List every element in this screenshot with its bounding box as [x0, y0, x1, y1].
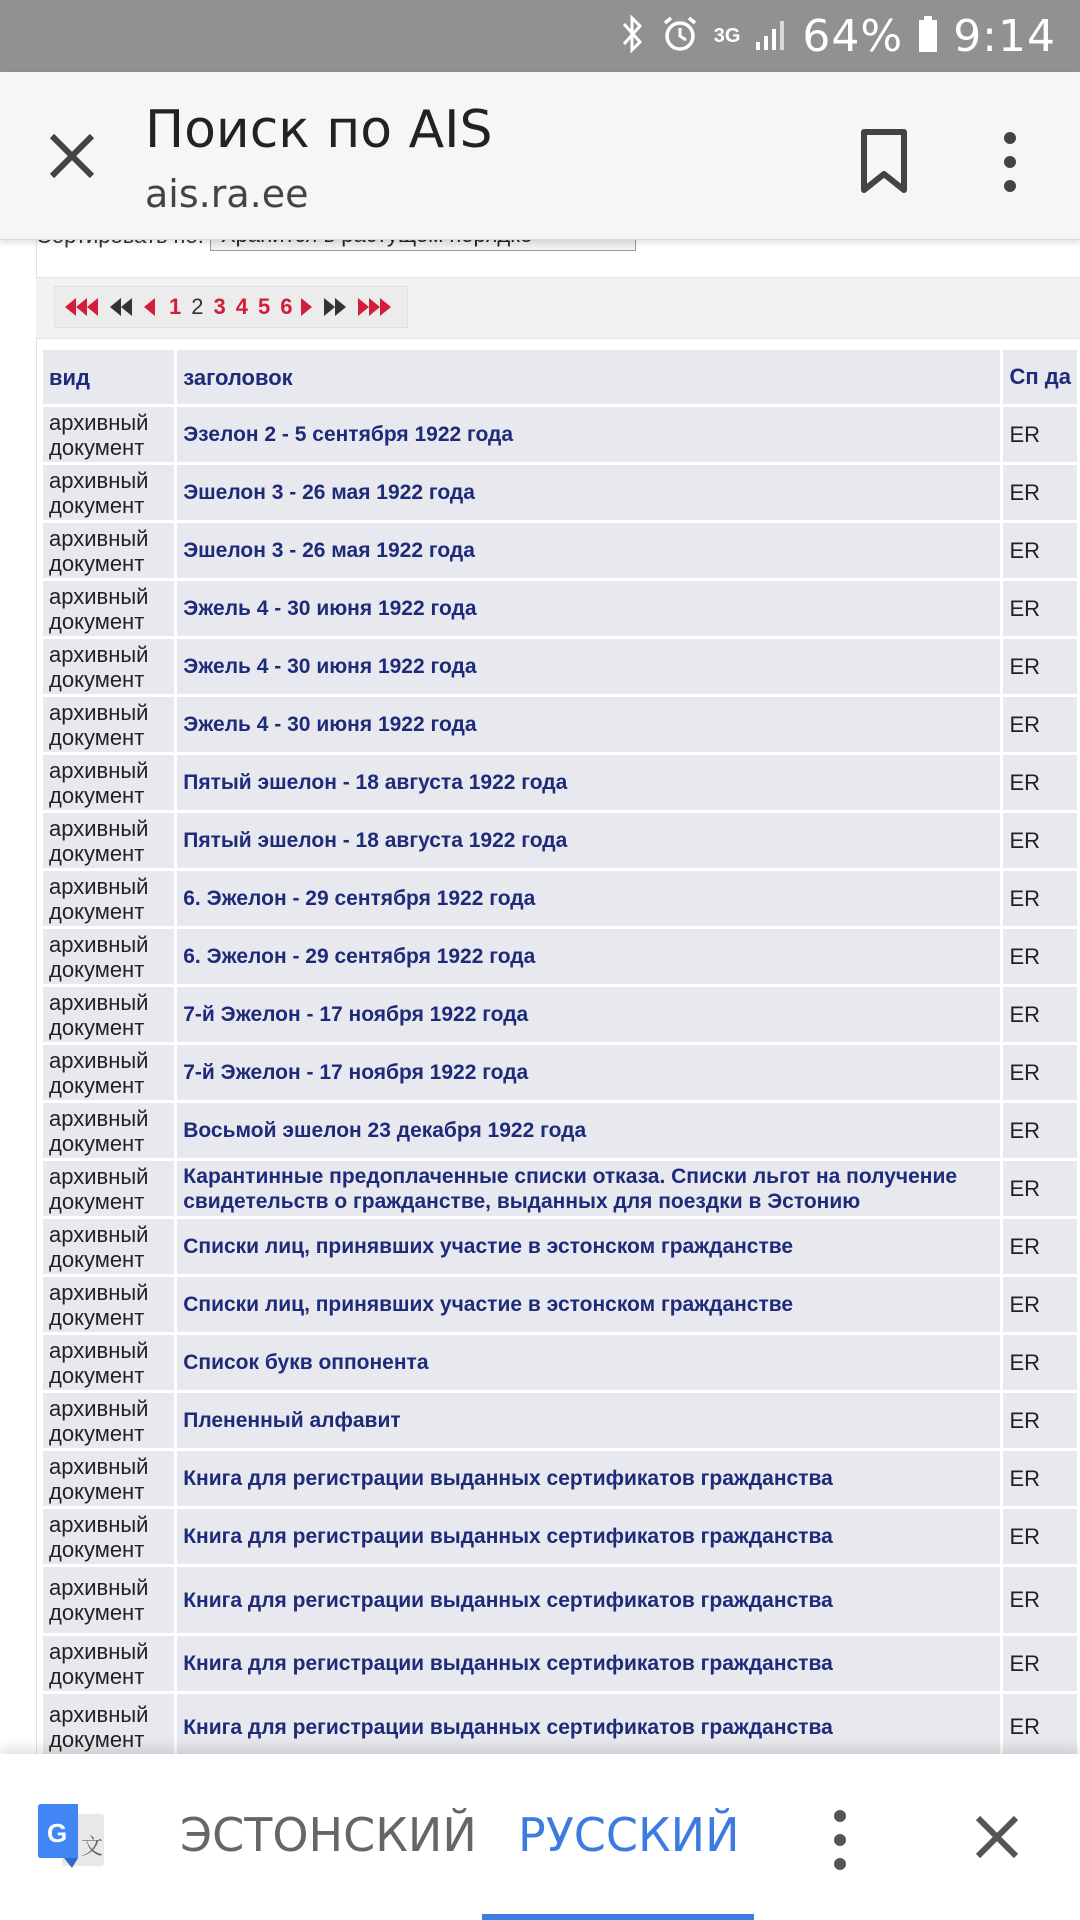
page-1-link[interactable]: 1: [169, 294, 182, 319]
cell-type: архивный документ: [43, 1393, 174, 1448]
cell-type: архивный документ: [43, 813, 174, 868]
cell-ref: ER: [1003, 813, 1077, 868]
cell-title-link[interactable]: Эжель 4 - 30 июня 1922 года: [177, 581, 1000, 636]
cell-title-link[interactable]: Книга для регистрации выданных сертификатов гражданства: [177, 1694, 1000, 1760]
cell-ref: ER: [1003, 697, 1077, 752]
cell-type: архивный документ: [43, 1694, 174, 1760]
page-border: [36, 239, 37, 1754]
table-row: [43, 639, 1077, 694]
network-type: 3G: [713, 25, 741, 47]
bluetooth-icon: [620, 14, 646, 59]
cell-title-link[interactable]: Эшелон 3 - 26 мая 1922 года: [177, 465, 1000, 520]
signal-icon: [754, 16, 788, 57]
next-page-icon[interactable]: [301, 298, 312, 316]
page-5-link[interactable]: 5: [258, 294, 271, 319]
more-vert-icon[interactable]: [990, 122, 1030, 202]
cell-ref: ER: [1003, 523, 1077, 578]
cell-ref: ER: [1003, 1451, 1077, 1506]
cell-type: архивный документ: [43, 407, 174, 462]
column-header-ref[interactable]: Сп да: [1003, 350, 1077, 404]
table-row: [43, 1451, 1077, 1506]
cell-title-link[interactable]: Списки лиц, принявших участие в эстонском гражданстве: [177, 1219, 1000, 1274]
cell-ref: ER: [1003, 1509, 1077, 1564]
cell-title-link[interactable]: Книга для регистрации выданных сертификатов гражданства: [177, 1451, 1000, 1506]
table-row: [43, 1393, 1077, 1448]
prev-page-icon[interactable]: [144, 298, 155, 316]
battery-percent: 64%: [802, 10, 904, 62]
cell-ref: ER: [1003, 1335, 1077, 1390]
cell-ref: ER: [1003, 929, 1077, 984]
table-row: [43, 813, 1077, 868]
cell-type: архивный документ: [43, 755, 174, 810]
page-url: ais.ra.ee: [145, 172, 309, 216]
google-translate-icon[interactable]: [38, 1804, 106, 1870]
battery-icon: [917, 14, 939, 59]
cell-type: архивный документ: [43, 1161, 174, 1216]
translate-bar: [0, 1754, 1080, 1920]
cell-title-link[interactable]: Книга для регистрации выданных сертификатов гражданства: [177, 1509, 1000, 1564]
pagination-bar: [36, 277, 1080, 339]
cell-type: архивный документ: [43, 1277, 174, 1332]
cell-ref: ER: [1003, 1694, 1077, 1760]
cell-ref: ER: [1003, 1103, 1077, 1158]
column-header-title[interactable]: заголовок: [177, 350, 1000, 404]
column-header-type[interactable]: вид: [43, 350, 174, 404]
cell-ref: ER: [1003, 581, 1077, 636]
cell-type: архивный документ: [43, 871, 174, 926]
cell-title-link[interactable]: Эзелон 2 - 5 сентября 1922 года: [177, 407, 1000, 462]
next-group-icon[interactable]: [324, 298, 346, 316]
cell-title-link[interactable]: Списки лиц, принявших участие в эстонском гражданстве: [177, 1277, 1000, 1332]
table-row: [43, 1694, 1077, 1760]
cell-type: архивный документ: [43, 1567, 174, 1633]
cell-ref: ER: [1003, 1636, 1077, 1691]
cell-ref: ER: [1003, 1161, 1077, 1216]
last-page-icon[interactable]: [358, 298, 391, 316]
prev-group-icon[interactable]: [110, 298, 132, 316]
table-row: [43, 1103, 1077, 1158]
status-bar: [0, 0, 1080, 72]
svg-text:G: G: [47, 1818, 68, 1848]
cell-title-link[interactable]: Эшелон 3 - 26 мая 1922 года: [177, 523, 1000, 578]
cell-title-link[interactable]: Эжель 4 - 30 июня 1922 года: [177, 639, 1000, 694]
cell-title-link[interactable]: Пятый эшелон - 18 августа 1922 года: [177, 755, 1000, 810]
table-row: [43, 929, 1077, 984]
cell-type: архивный документ: [43, 523, 174, 578]
cell-title-link[interactable]: 7-й Эжелон - 17 ноября 1922 года: [177, 987, 1000, 1042]
close-icon[interactable]: [970, 1810, 1024, 1864]
cell-title-link[interactable]: 6. Эжелон - 29 сентября 1922 года: [177, 929, 1000, 984]
cell-ref: ER: [1003, 755, 1077, 810]
page-2-current: 2: [191, 294, 204, 319]
page-4-link[interactable]: 4: [235, 294, 248, 319]
cell-type: архивный документ: [43, 1451, 174, 1506]
table-row: [43, 1636, 1077, 1691]
cell-type: архивный документ: [43, 697, 174, 752]
cell-type: архивный документ: [43, 929, 174, 984]
results-table: [40, 347, 1080, 1763]
cell-type: архивный документ: [43, 1219, 174, 1274]
cell-ref: ER: [1003, 639, 1077, 694]
cell-title-link[interactable]: Книга для регистрации выданных сертификатов гражданства: [177, 1636, 1000, 1691]
table-row: [43, 407, 1077, 462]
first-page-icon[interactable]: [65, 298, 98, 316]
cell-ref: ER: [1003, 1045, 1077, 1100]
table-row: [43, 697, 1077, 752]
cell-type: архивный документ: [43, 1103, 174, 1158]
table-row: [43, 871, 1077, 926]
cell-title-link[interactable]: Восьмой эшелон 23 декабря 1922 года: [177, 1103, 1000, 1158]
table-row: [43, 1567, 1077, 1633]
cell-title-link[interactable]: 6. Эжелон - 29 сентября 1922 года: [177, 871, 1000, 926]
cell-ref: ER: [1003, 871, 1077, 926]
table-row: [43, 987, 1077, 1042]
page-3-link[interactable]: 3: [213, 294, 226, 319]
cell-type: архивный документ: [43, 1045, 174, 1100]
cell-ref: ER: [1003, 1219, 1077, 1274]
cell-type: архивный документ: [43, 1335, 174, 1390]
table-row: [43, 523, 1077, 578]
table-row: [43, 1509, 1077, 1564]
table-header-row: [43, 350, 1077, 404]
cell-title-link[interactable]: Пятый эшелон - 18 августа 1922 года: [177, 813, 1000, 868]
table-row: [43, 1335, 1077, 1390]
table-row: [43, 1219, 1077, 1274]
active-tab-indicator: [482, 1914, 754, 1920]
cell-ref: ER: [1003, 1277, 1077, 1332]
alarm-icon: [660, 14, 700, 59]
table-row: [43, 755, 1077, 810]
custom-tab-header: [0, 72, 1080, 240]
cell-title-link[interactable]: Книга для регистрации выданных сертификатов гражданства: [177, 1567, 1000, 1633]
cell-type: архивный документ: [43, 1509, 174, 1564]
table-row: [43, 465, 1077, 520]
cell-title-link[interactable]: Список букв оппонента: [177, 1335, 1000, 1390]
page-title: Поиск по AIS: [145, 100, 493, 160]
clock: 9:14: [953, 10, 1056, 62]
cell-ref: ER: [1003, 1567, 1077, 1633]
pagination: [54, 286, 408, 328]
cell-ref: ER: [1003, 987, 1077, 1042]
cell-title-link[interactable]: Плененный алфавит: [177, 1393, 1000, 1448]
cell-title-link[interactable]: Карантинные предоплаченные списки отказа. Списки льгот на получение свидетельств о гражданстве, выданных для поездки в Эстонию: [177, 1161, 1000, 1216]
target-language-tab[interactable]: РУССКИЙ: [518, 1808, 740, 1862]
web-content: [0, 239, 1080, 1754]
source-language-tab[interactable]: ЭСТОНСКИЙ: [180, 1808, 477, 1862]
cell-ref: ER: [1003, 465, 1077, 520]
cell-type: архивный документ: [43, 987, 174, 1042]
table-row: [43, 1277, 1077, 1332]
bookmark-icon[interactable]: [858, 128, 910, 196]
cell-title-link[interactable]: Эжель 4 - 30 июня 1922 года: [177, 697, 1000, 752]
cell-type: архивный документ: [43, 465, 174, 520]
table-row: [43, 1045, 1077, 1100]
cell-ref: ER: [1003, 1393, 1077, 1448]
svg-text:文: 文: [81, 1835, 104, 1860]
cell-type: архивный документ: [43, 639, 174, 694]
table-row: [43, 1161, 1077, 1216]
cell-type: архивный документ: [43, 581, 174, 636]
more-vert-icon[interactable]: [820, 1800, 860, 1880]
cell-type: архивный документ: [43, 1636, 174, 1691]
page-6-link[interactable]: 6: [280, 294, 293, 319]
table-row: [43, 581, 1077, 636]
close-icon[interactable]: [40, 124, 104, 188]
cell-title-link[interactable]: 7-й Эжелон - 17 ноября 1922 года: [177, 1045, 1000, 1100]
cell-ref: ER: [1003, 407, 1077, 462]
